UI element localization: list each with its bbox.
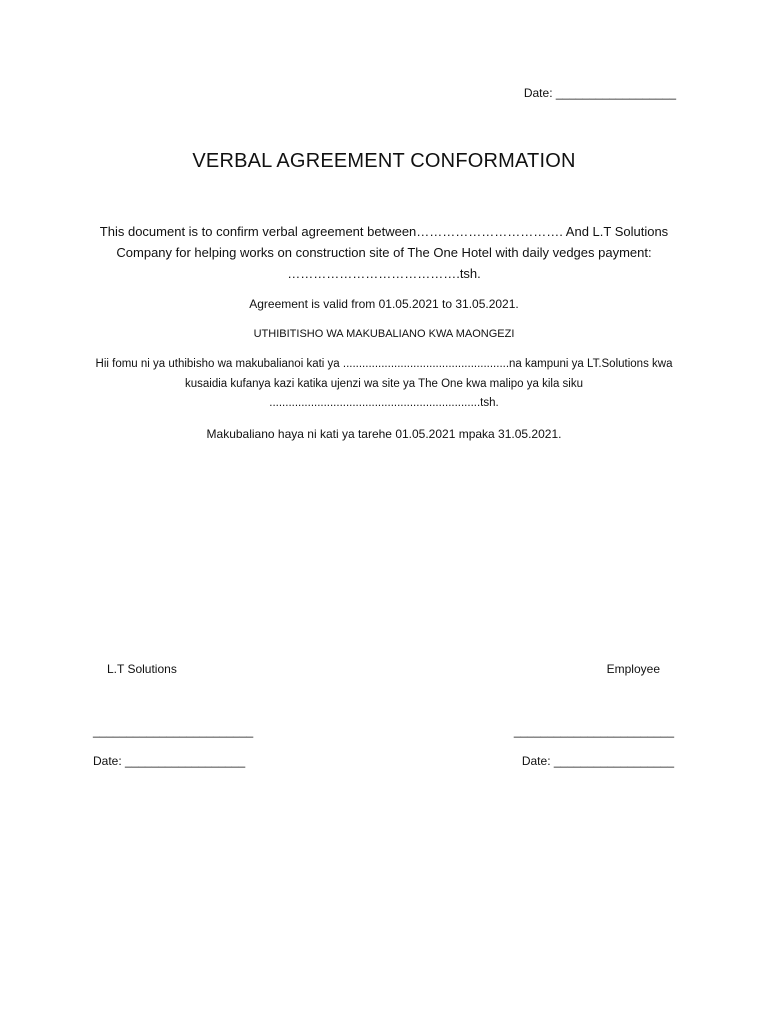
- header-date-line: Date: __________________: [523, 86, 676, 100]
- company-signature-date: Date: __________________: [93, 754, 246, 768]
- swahili-agreement-paragraph: Hii fomu ni ya uthibisho wa makubalianoi kati ya ....................................................na kampuni ya LT.Solutions kwa kusaidia kufanya kazi katika ujenzi wa site ya The One kwa malipo ya kila siku ..................................................................tsh.: [95, 358, 673, 409]
- english-validity-text: Agreement is valid from 01.05.2021 to 31.05.2021.: [249, 297, 519, 311]
- document-title: VERBAL AGREEMENT CONFORMATION: [192, 150, 576, 172]
- company-signature-label: L.T Solutions: [107, 662, 177, 676]
- company-signature-line: ________________________: [93, 724, 254, 738]
- employee-signature-date: Date: __________________: [521, 754, 674, 768]
- employee-signature-line: ________________________: [513, 724, 674, 738]
- employee-signature-label: Employee: [606, 662, 660, 676]
- english-agreement-paragraph: This document is to confirm verbal agreement between……………………………. And L.T Solutions Company for helping works on construction site of The One Hotel with daily vedges payment: ………………………………….tsh.: [99, 224, 669, 281]
- swahili-heading: UTHIBITISHO WA MAKUBALIANO KWA MAONGEZI: [253, 328, 515, 340]
- swahili-validity-text: Makubaliano haya ni kati ya tarehe 01.05.2021 mpaka 31.05.2021.: [206, 427, 562, 441]
